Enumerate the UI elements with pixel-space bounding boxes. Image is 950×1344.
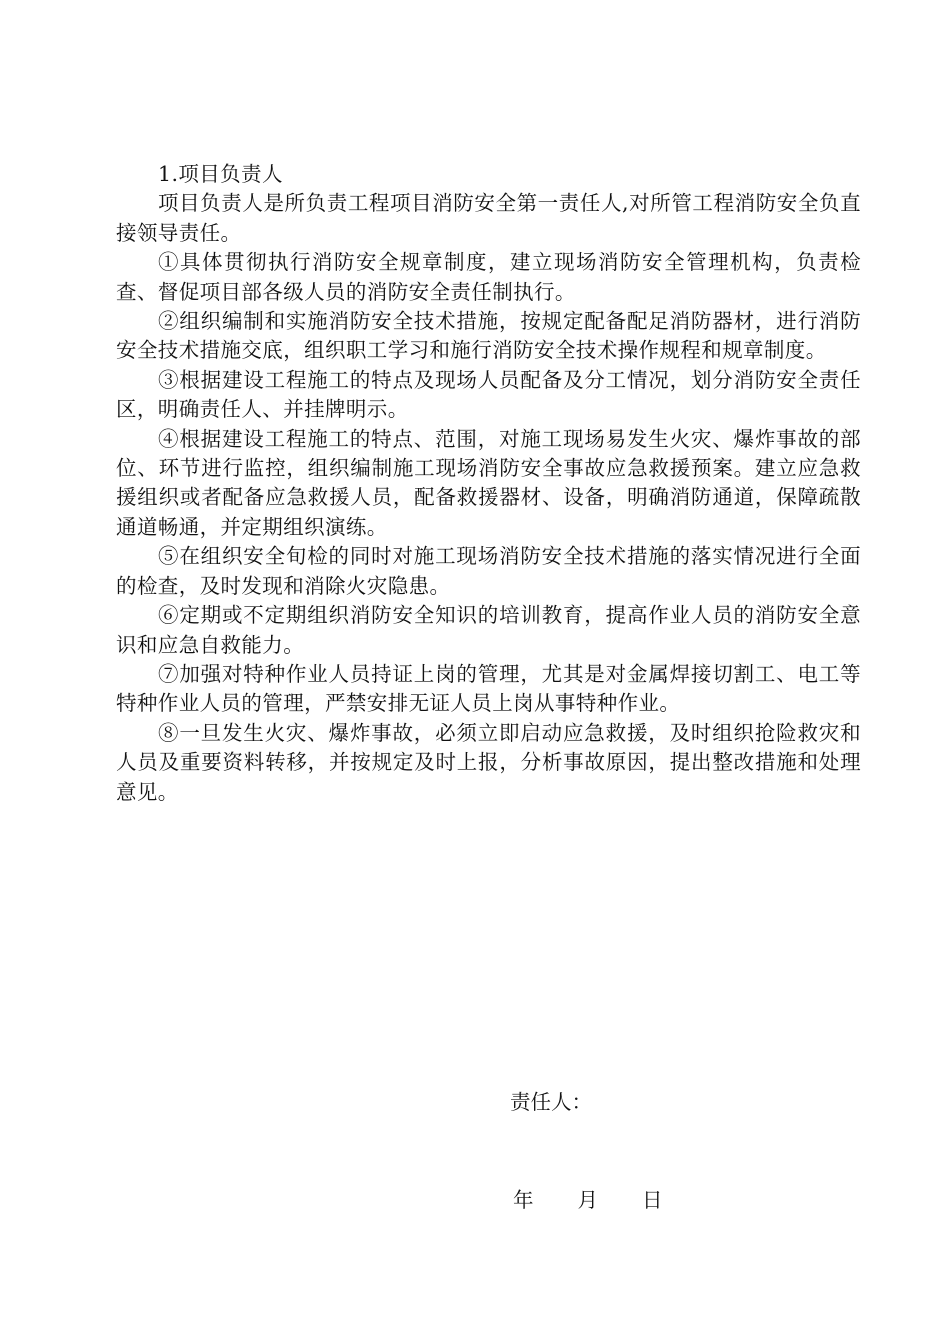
paragraph-item-4: ④根据建设工程施工的特点、范围，对施工现场易发生火灾、爆炸事故的部位、环节进行监控，组织编制施工现场消防安全事故应急救援预案。建立应急救援组织或者配备应急救援人员，配备救援器材、设备，明确消防通道，保障疏散通道畅通，并定期组织演练。 (116, 426, 861, 539)
paragraph-item-3: ③根据建设工程施工的特点及现场人员配备及分工情况，划分消防安全责任区，明确责任人、并挂牌明示。 (116, 367, 861, 422)
document-body (116, 160, 861, 807)
date-day-label: 日 (642, 1188, 663, 1212)
paragraph-item-6: ⑥定期或不定期组织消防安全知识的培训教育，提高作业人员的消防安全意识和应急自救能力。 (116, 603, 861, 657)
paragraph-item-1: ①具体贯彻执行消防安全规章制度，建立现场消防安全管理机构，负责检查、督促项目部各级人员的消防安全责任制执行。 (116, 250, 861, 304)
paragraph-item-8: ⑧一旦发生火灾、爆炸事故，必须立即启动应急救援，及时组织抢险救灾和人员及重要资料转移，并按规定及时上报，分析事故原因，提出整改措施和处理意见。 (116, 720, 861, 804)
paragraph-item-7: ⑦加强对特种作业人员持证上岗的管理，尤其是对金属焊接切割工、电工等特种作业人员的管理，严禁安排无证人员上岗从事特种作业。 (116, 661, 861, 716)
signature-label: 责任人： (510, 1090, 592, 1114)
paragraph-item-5: ⑤在组织安全旬检的同时对施工现场消防安全技术措施的落实情况进行全面的检查，及时发现和消除火灾隐患。 (116, 544, 861, 598)
paragraph-item-2: ②组织编制和实施消防安全技术措施，按规定配备配足消防器材，进行消防安全技术措施交底，组织职工学习和施行消防安全技术操作规程和规章制度。 (116, 309, 861, 363)
section-title: 1.项目负责人 (158, 162, 283, 186)
paragraph-intro: 项目负责人是所负责工程项目消防安全第一责任人,对所管工程消防安全负直接领导责任。 (116, 191, 861, 245)
date-month-label: 月 (577, 1188, 598, 1212)
date-year-label: 年 (513, 1188, 534, 1212)
date-line (513, 1186, 663, 1215)
